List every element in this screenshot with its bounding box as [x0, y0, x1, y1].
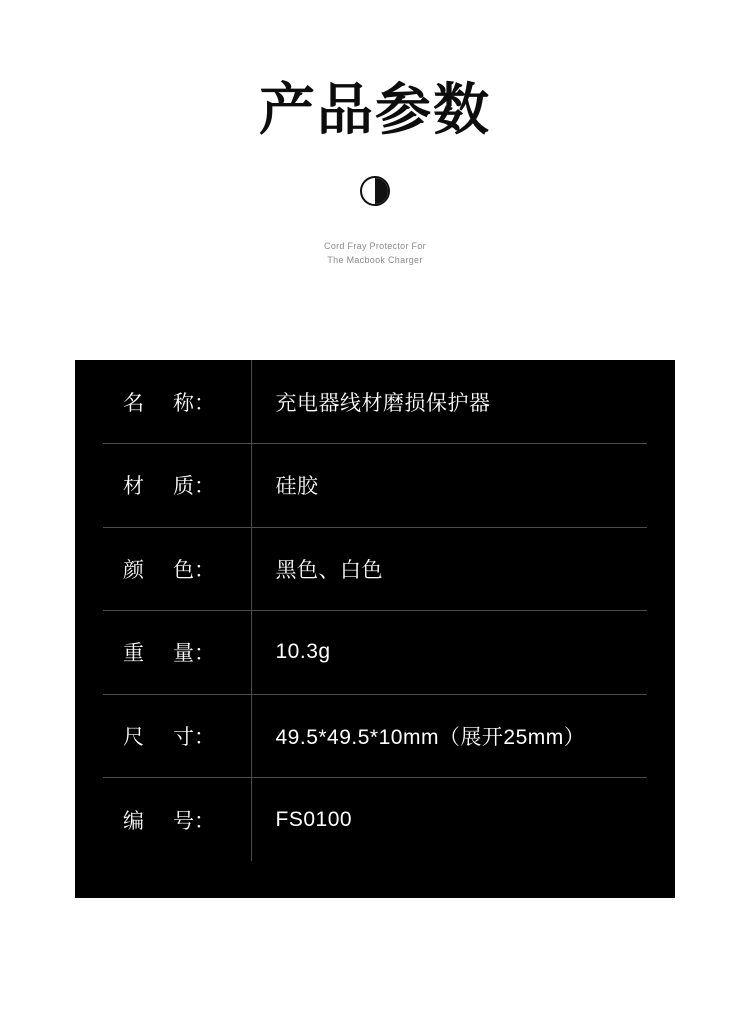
table-row: [103, 360, 647, 444]
spec-card: [75, 360, 675, 898]
spec-label-char-b: 色：: [173, 558, 215, 582]
spec-label: [103, 360, 251, 444]
spec-label-char-a: 重: [123, 642, 144, 666]
table-row: [103, 444, 647, 528]
spec-label-char-a: 颜: [123, 558, 144, 582]
table-row: [103, 778, 647, 862]
table-row: [103, 527, 647, 611]
spec-label-char-b: 号：: [173, 809, 215, 833]
brand-tagline: [0, 240, 750, 268]
spec-value: 49.5*49.5*10mm（展开25mm）: [251, 694, 647, 778]
spec-label: [103, 527, 251, 611]
spec-table: [103, 360, 647, 861]
spec-label-char-b: 寸：: [173, 725, 215, 749]
spec-value: 硅胶: [251, 444, 647, 528]
spec-label: [103, 444, 251, 528]
spec-label-char-b: 量：: [173, 642, 215, 666]
spec-label-char-a: 名: [123, 391, 144, 415]
spec-value: 10.3g: [251, 611, 647, 695]
spec-value: 充电器线材磨损保护器: [251, 360, 647, 444]
spec-label: [103, 778, 251, 862]
page-title: 产品参数: [259, 78, 491, 141]
spec-label-char-a: 尺: [123, 725, 144, 749]
spec-label: [103, 611, 251, 695]
spec-value: 黑色、白色: [251, 527, 647, 611]
spec-label-char-b: 质：: [173, 475, 215, 499]
half-moon-circle-icon: [360, 176, 390, 206]
spec-label-char-a: 材: [123, 475, 144, 499]
spec-label-char-a: 编: [123, 809, 144, 833]
table-row: [103, 694, 647, 778]
tagline-line-2: The Macbook Charger: [327, 255, 423, 266]
spec-label: [103, 694, 251, 778]
spec-label-char-b: 称：: [173, 391, 215, 415]
table-row: [103, 611, 647, 695]
brand-logo: [0, 176, 750, 206]
tagline-line-1: Cord Fray Protector For: [324, 241, 426, 252]
spec-value: FS0100: [275, 807, 353, 831]
